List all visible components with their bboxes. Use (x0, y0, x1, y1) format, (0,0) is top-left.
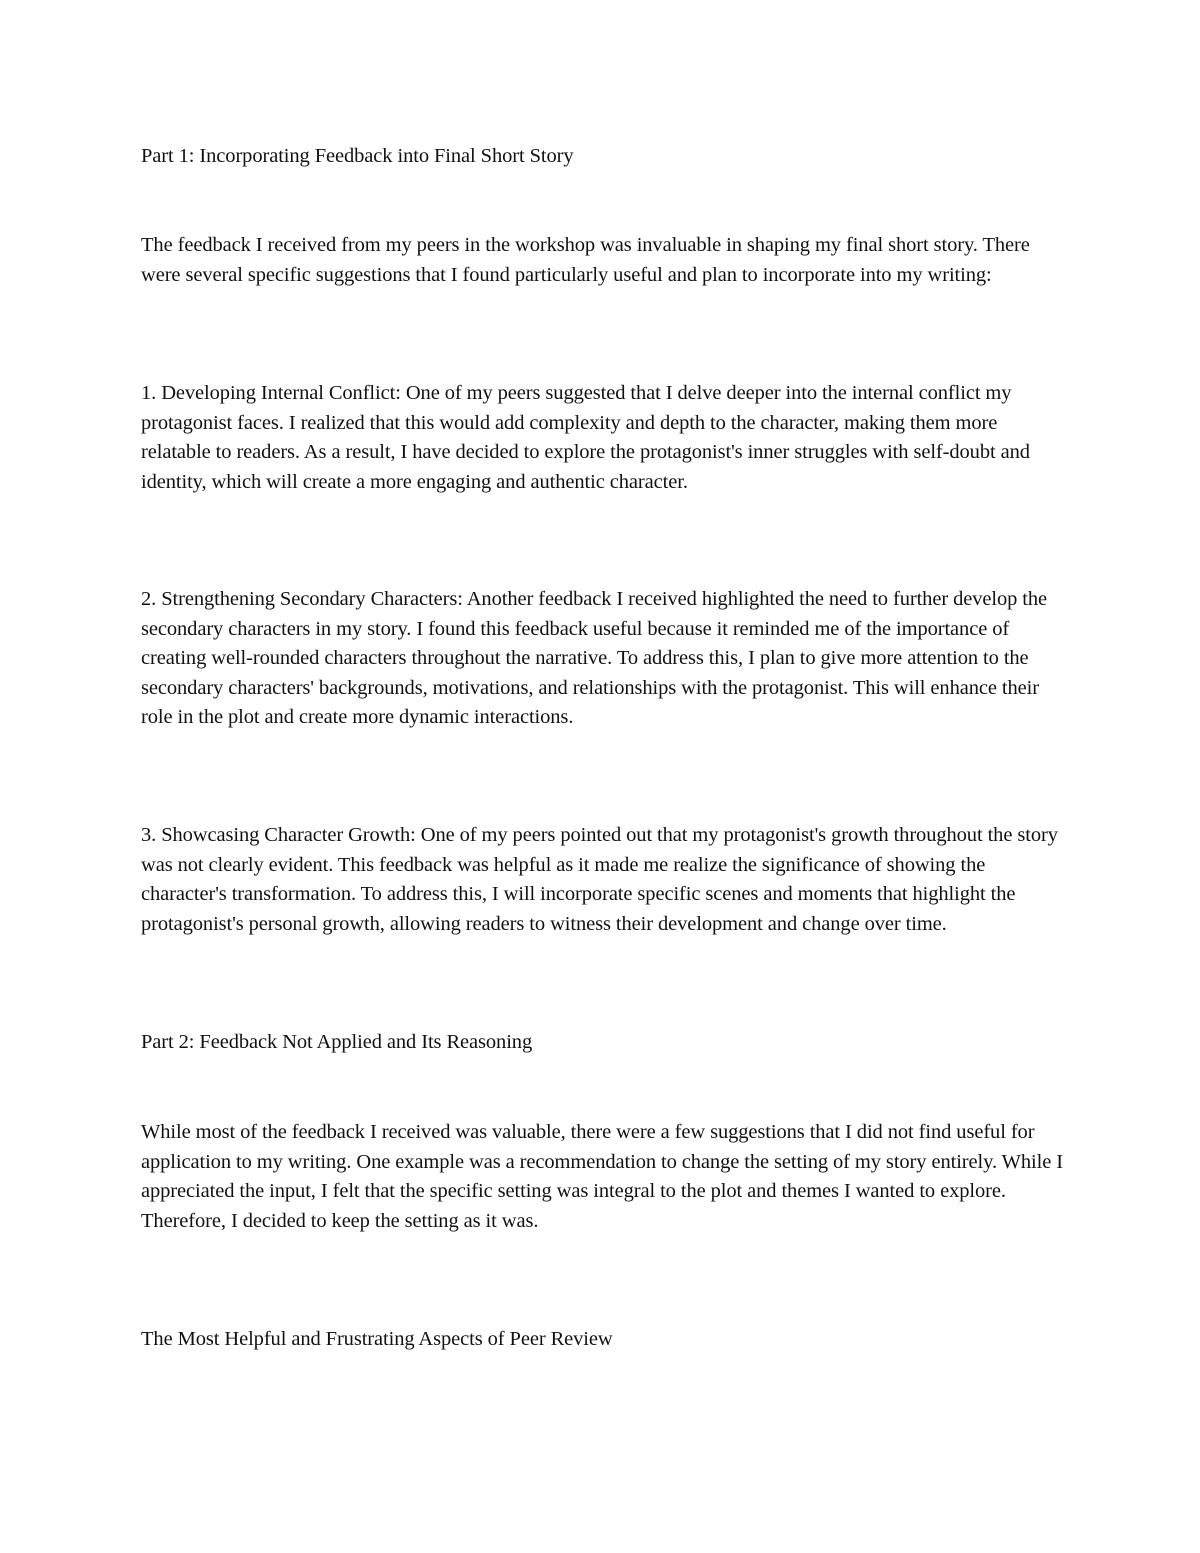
not-applied-paragraph: While most of the feedback I received was valuable, there were a few suggestions that I did not find useful for application to my writing. One example was a recommendation to change the setting of my story entirely. While I appreciated the input, I felt that the specific setting was integral to the plot and themes I wanted to explore. Therefore, I decided to keep the setting as it was. (141, 1121, 1063, 1232)
intro-paragraph: The feedback I received from my peers in the workshop was invaluable in shaping my final short story. There were several specific suggestions that I found particularly useful and plan to incorporate into my writing: (141, 234, 1030, 286)
part1-heading: Part 1: Incorporating Feedback into Final Short Story (141, 145, 574, 167)
feedback-item-internal-conflict: 1. Developing Internal Conflict: One of my peers suggested that I delve deeper into the internal conflict my protagonist faces. I realized that this would add complexity and depth to the character, making them more relatable to readers. As a result, I have decided to explore the protagonist's inner struggles with self-doubt and identity, which will create a more engaging and authentic character. (141, 382, 1030, 493)
part2-heading: Part 2: Feedback Not Applied and Its Reasoning (141, 1031, 533, 1053)
part3-heading: The Most Helpful and Frustrating Aspects of Peer Review (141, 1328, 613, 1350)
feedback-item-character-growth: 3. Showcasing Character Growth: One of my peers pointed out that my protagonist's growth throughout the story was not clearly evident. This feedback was helpful as it made me realize the significance of showing the character's transformation. To address this, I will incorporate specific scenes and moments that highlight the protagonist's personal growth, allowing readers to witness their development and change over time. (141, 824, 1058, 935)
feedback-item-secondary-characters: 2. Strengthening Secondary Characters: Another feedback I received highlighted the need to further develop the secondary characters in my story. I found this feedback useful because it reminded me of the importance of creating well-rounded characters throughout the narrative. To address this, I plan to give more attention to the secondary characters' backgrounds, motivations, and relationships with the protagonist. This will enhance their role in the plot and create more dynamic interactions. (141, 588, 1048, 728)
